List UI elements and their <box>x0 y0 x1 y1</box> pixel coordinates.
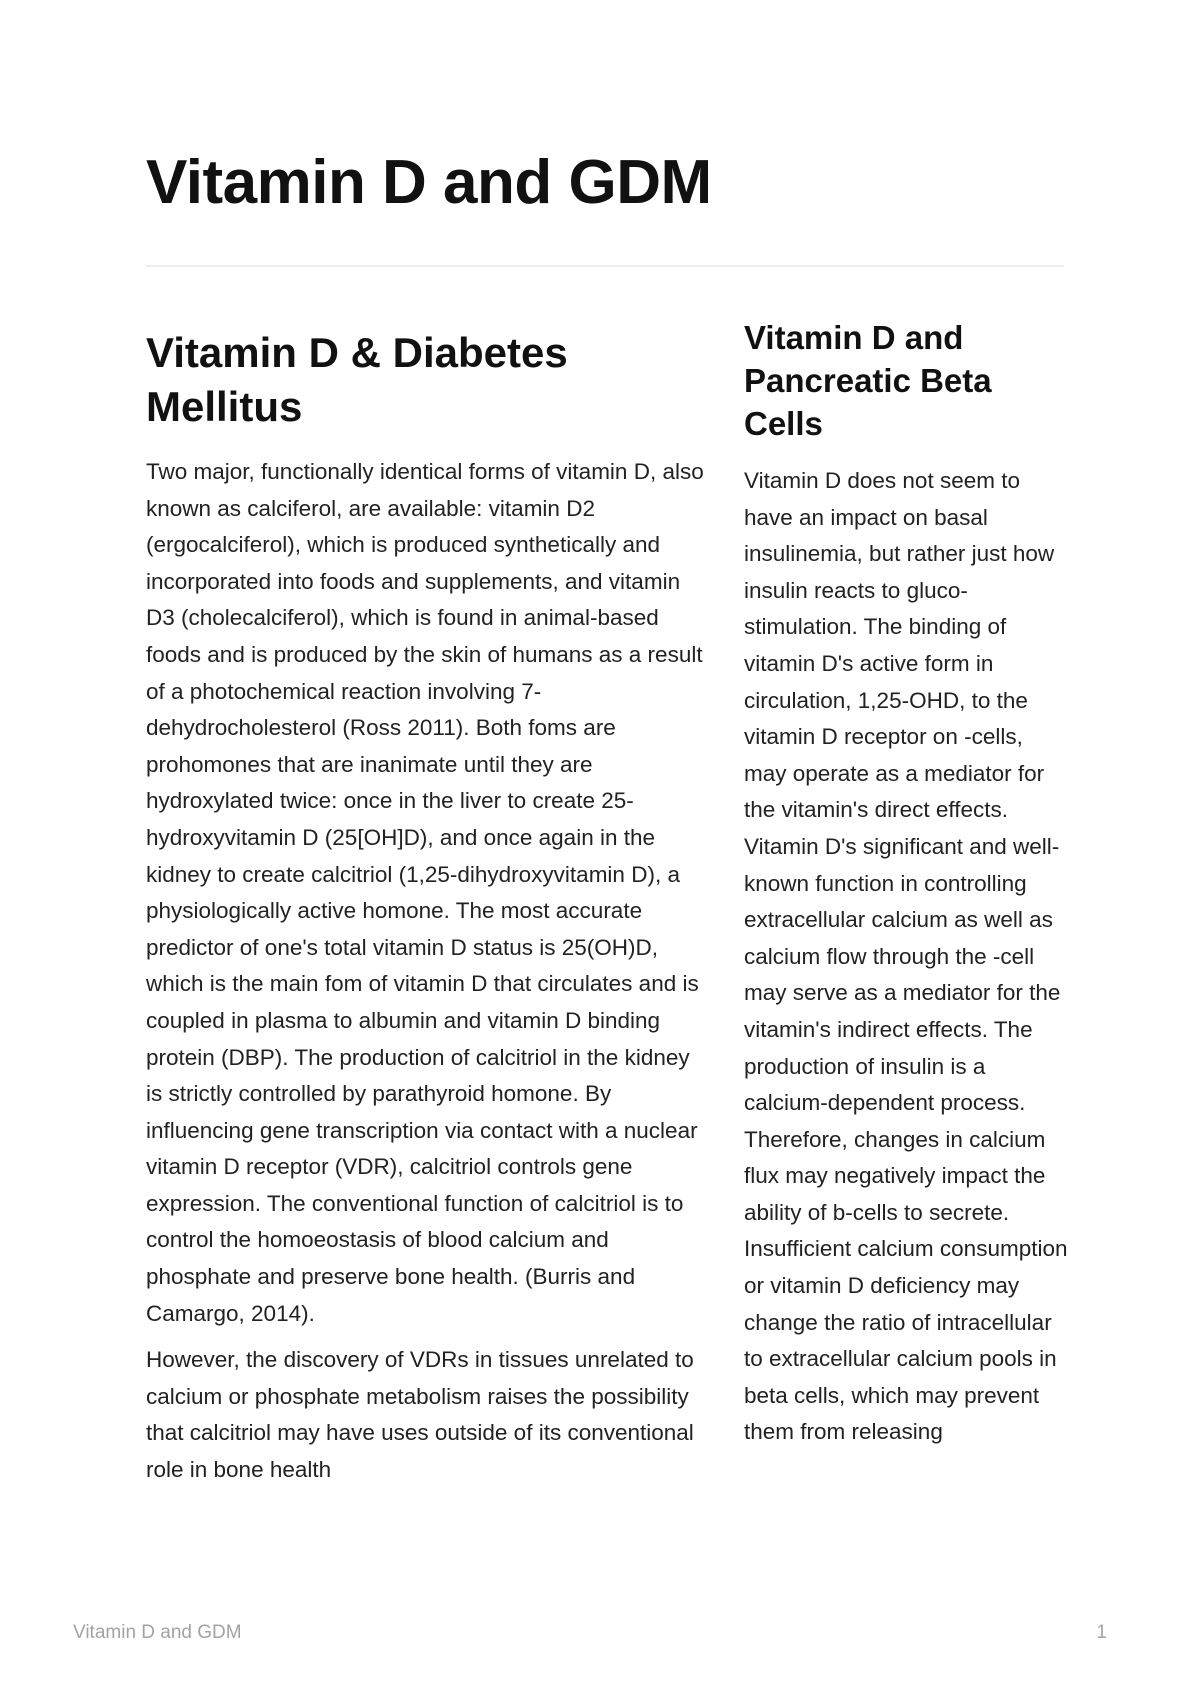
body-paragraph: However, the discovery of VDRs in tissues unrelated to calcium or phosphate metabolism raises the possibility that calcitriol may have uses outside of its conventional role in bone health <box>146 1347 694 1483</box>
right-column <box>744 316 1069 1461</box>
footer-document-title: Vitamin D and GDM <box>73 1622 242 1643</box>
body-paragraph: Two major, functionally identical forms of vitamin D, also known as calciferol, are available: vitamin D2 (ergocalciferol), which is produced synthetically and incorporated into foods and supplements, and vitamin D3 (cholecalciferol), which is found in animal-based foods and is produced by the skin of humans as a result of a photochemical reaction involving 7-dehydrocholesterol (Ross 2011). Both foms are prohomones that are inanimate until they are hydroxylated twice: once in the liver to create 25-hydroxyvitamin D (25[OH]D), and once again in the kidney to create calcitriol (1,25-dihydroxyvitamin D), a physiologically active homone. The most accurate predictor of one's total vitamin D status is 25(OH)D, which is the main fom of vitamin D that circulates and is coupled in plasma to albumin and vitamin D binding protein (DBP). The production of calcitriol in the kidney is strictly controlled by parathyroid homone. By influencing gene transcription via contact with a nuclear vitamin D receptor (VDR), calcitriol controls gene expression. The conventional function of calcitriol is to control the homoeostasis of blood calcium and phosphate and preserve bone health. (Burris and Camargo, 2014). <box>146 459 704 1326</box>
body-paragraph: Vitamin D does not seem to have an impact on basal insulinemia, but rather just how insulin reacts to gluco-stimulation. The binding of vitamin D's active form in circulation, 1,25-OHD, to the vitamin D receptor on -cells, may operate as a mediator for the vitamin's direct effects. Vitamin D's significant and well-known function in controlling extracellular calcium as well as calcium flow through the -cell may serve as a mediator for the vitamin's indirect effects. The production of insulin is a calcium-dependent process. Therefore, changes in calcium flux may negatively impact the ability of b-cells to secrete. Insufficient calcium consumption or vitamin D deficiency may change the ratio of intracellular to extracellular calcium pools in beta cells, which may prevent them from releasing <box>744 468 1068 1445</box>
title-divider <box>146 265 1064 267</box>
left-column <box>146 326 706 1499</box>
footer-page-number: 1 <box>1096 1622 1107 1643</box>
section-heading-beta-cells: Vitamin D and Pancreatic Beta Cells <box>744 319 992 442</box>
section-heading-diabetes: Vitamin D & Diabetes Mellitus <box>146 329 568 430</box>
page-title: Vitamin D and GDM <box>146 148 712 217</box>
